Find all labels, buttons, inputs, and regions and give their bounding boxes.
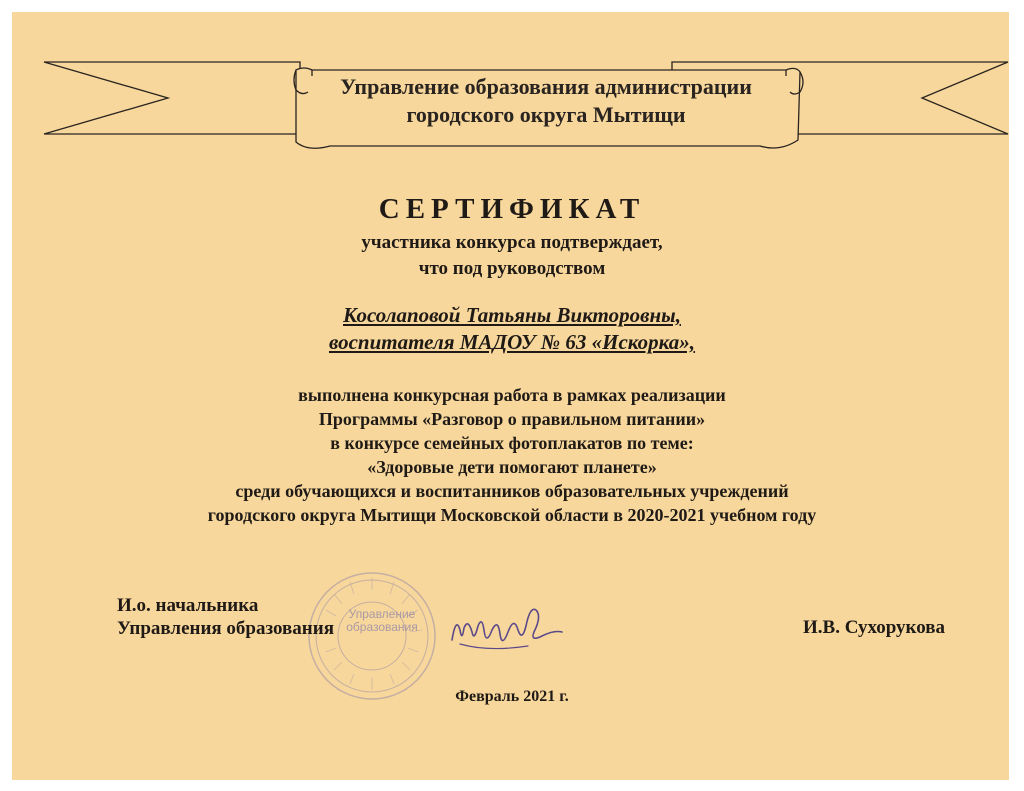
ribbon-left-tail <box>44 62 300 134</box>
position-line-2: Управления образования <box>117 618 334 639</box>
intro-line-2: что под руководством <box>418 258 606 279</box>
position-line-1: И.о. начальника <box>117 595 259 616</box>
org-line-2: городского округа Мытищи <box>406 102 686 127</box>
signatory-name: И.В. Сухорукова <box>803 617 946 638</box>
org-line-1: Управление образования администрации <box>340 74 752 99</box>
description-line: в конкурсе семейных фотоплакатов по теме: <box>330 433 694 453</box>
stamp-text-line-1: Управление <box>348 607 416 621</box>
issue-date: Февраль 2021 г. <box>455 688 569 705</box>
certificate-title: СЕРТИФИКАТ <box>378 193 646 225</box>
description-line: Программы «Разговор о правильном питании» <box>318 409 706 429</box>
organization-title <box>296 73 796 129</box>
certificate-intro <box>0 230 1024 282</box>
description-line: выполнена конкурсная работа в рамках реализации <box>298 385 726 405</box>
description-line: городского округа Мытищи Московской области в 2020-2021 учебном году <box>207 505 817 525</box>
recipient-line-2: воспитателя МАДОУ № 63 «Искорка», <box>328 330 696 354</box>
description-line: среди обучающихся и воспитанников образовательных учреждений <box>235 481 789 501</box>
recipient-name <box>0 302 1024 356</box>
handwritten-signature <box>438 596 568 666</box>
certificate-description <box>0 383 1024 527</box>
description-line: «Здоровые дети помогают планете» <box>367 457 657 477</box>
signatory-position <box>117 594 334 640</box>
recipient-line-1: Косолаповой Татьяны Викторовны, <box>343 303 681 327</box>
intro-line-1: участника конкурса подтверждает, <box>361 232 663 253</box>
stamp-text-line-2: образования <box>346 620 418 634</box>
stamp-text <box>342 608 422 634</box>
